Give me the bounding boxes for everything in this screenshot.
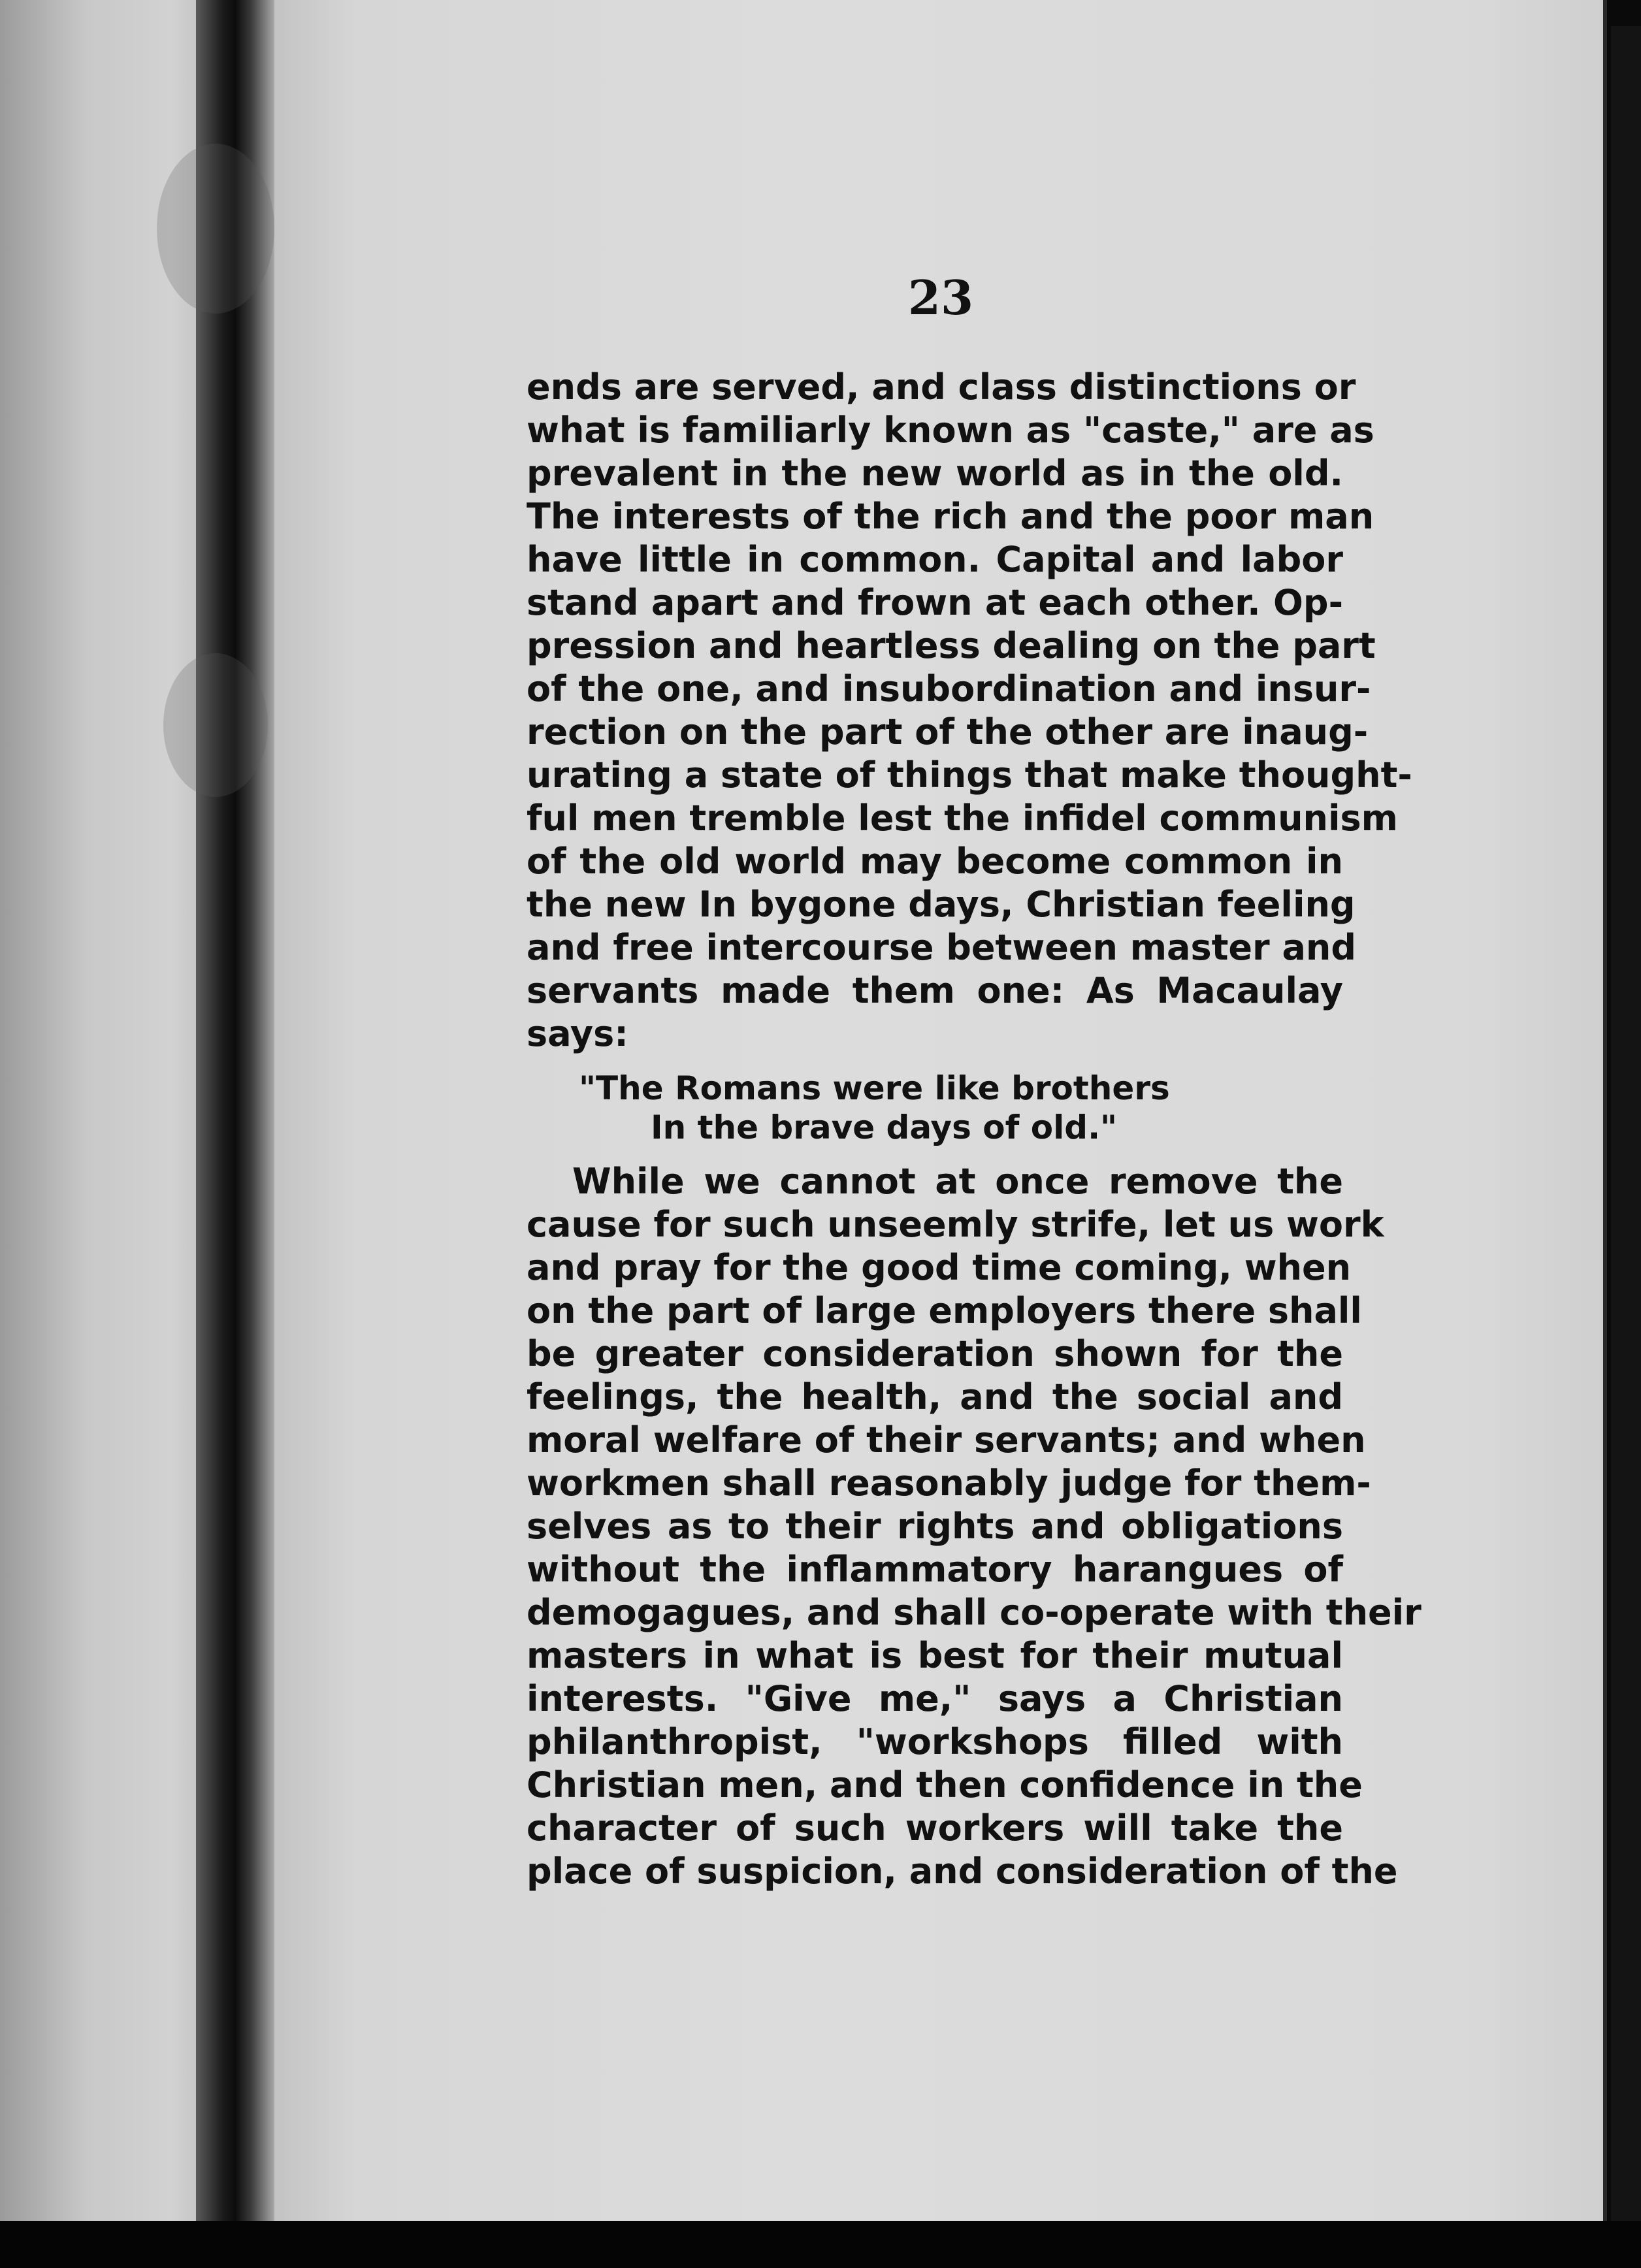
text-line: cause for such unseemly strife, let us work	[527, 1204, 1384, 1245]
ink-smudge	[163, 653, 268, 797]
text-line: pression and heartless dealing on the part	[527, 625, 1376, 666]
text-line: interests. "Give me," says a Christian	[527, 1678, 1343, 1719]
text-line: workmen shall reasonably judge for them-	[527, 1463, 1371, 1504]
text-line: ful men tremble lest the infidel communism	[527, 798, 1398, 839]
verse-line: "The Romans were like brothers	[579, 1069, 1170, 1107]
text-line: stand apart and frown at each other. Op-	[527, 582, 1343, 623]
text-line: place of suspicion, and consideration of the	[527, 1851, 1398, 1892]
text-line: Christian men, and then confidence in the	[527, 1764, 1363, 1806]
text-line: urating a state of things that make thought-	[527, 754, 1412, 796]
ink-smudge	[157, 144, 274, 314]
text-line: says:	[527, 1013, 628, 1054]
text-line: selves as to their rights and obligations	[527, 1506, 1343, 1547]
text-line: and free intercourse between master and	[527, 927, 1357, 968]
text-line: without the inflammatory harangues of	[527, 1549, 1343, 1590]
page-number: 23	[907, 270, 974, 325]
text-line: the new In bygone days, Christian feeling	[527, 884, 1356, 925]
text-line: prevalent in the new world as in the old.	[527, 453, 1343, 494]
text-line: servants made them one: As Macaulay	[527, 970, 1343, 1011]
right-scan-border	[1611, 26, 1641, 2221]
text-line: on the part of large employers there shall	[527, 1290, 1362, 1331]
text-line: The interests of the rich and the poor man	[527, 496, 1374, 537]
macaulay-quote	[527, 1069, 1343, 1147]
text-line: be greater consideration shown for the	[527, 1333, 1343, 1374]
text-line: masters in what is best for their mutual	[527, 1635, 1343, 1676]
bottom-scan-border	[0, 2221, 1641, 2268]
text-line: have little in common. Capital and labor	[527, 539, 1343, 580]
text-line: moral welfare of their servants; and when	[527, 1419, 1366, 1461]
page-body-text	[527, 366, 1422, 1893]
text-line: what is familiarly known as "caste," are as	[527, 410, 1374, 451]
text-line: rection on the part of the other are inaug-	[527, 711, 1369, 753]
book-gutter	[196, 0, 274, 2221]
text-line: philanthropist, "workshops filled with	[527, 1721, 1343, 1762]
text-line: demogagues, and shall co-operate with their	[527, 1592, 1422, 1633]
paragraph-1	[527, 366, 1412, 1056]
paragraph-2	[527, 1160, 1422, 1893]
text-line: of the one, and insubordination and insur-	[527, 668, 1371, 709]
text-line: of the old world may become common in	[527, 841, 1343, 882]
text-line: While we cannot at once remove the	[572, 1161, 1343, 1202]
text-line: and pray for the good time coming, when	[527, 1247, 1352, 1288]
verse-line: In the brave days of old."	[651, 1109, 1118, 1146]
text-line: feelings, the health, and the social and	[527, 1376, 1343, 1418]
text-line: character of such workers will take the	[527, 1807, 1343, 1849]
text-line: ends are served, and class distinctions or	[527, 366, 1356, 408]
left-page-edge	[0, 0, 216, 2221]
